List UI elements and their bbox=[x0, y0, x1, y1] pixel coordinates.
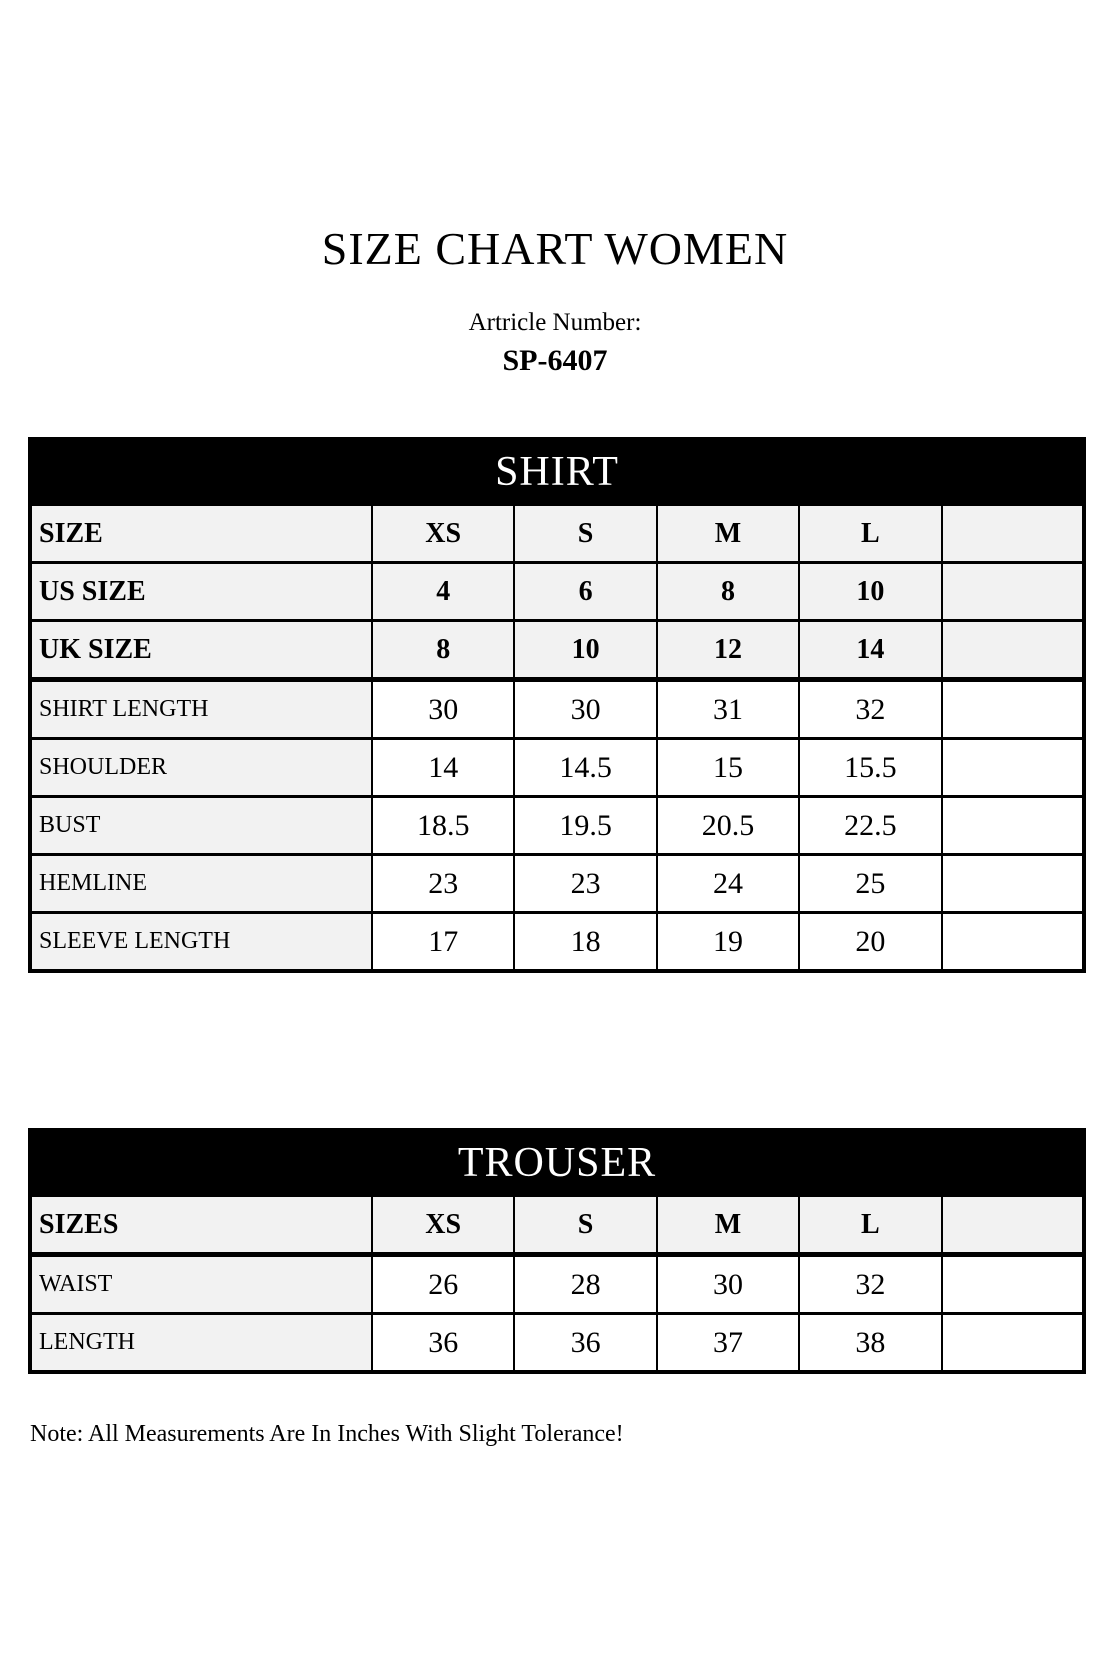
cell-value bbox=[942, 855, 1084, 913]
cell-value: 37 bbox=[657, 1314, 799, 1373]
table-row bbox=[30, 797, 1084, 855]
cell-value: 30 bbox=[372, 680, 514, 739]
cell-value bbox=[942, 1196, 1084, 1255]
table-row bbox=[30, 1314, 1084, 1373]
cell-value bbox=[942, 1255, 1084, 1314]
cell-value: 28 bbox=[514, 1255, 656, 1314]
cell-value: 4 bbox=[372, 563, 514, 621]
cell-value: 17 bbox=[372, 913, 514, 972]
table-row bbox=[30, 1196, 1084, 1255]
cell-value: 8 bbox=[372, 621, 514, 680]
row-label: BUST bbox=[30, 797, 372, 855]
table-row bbox=[30, 680, 1084, 739]
shirt-size-table bbox=[28, 437, 1086, 973]
row-label: SHOULDER bbox=[30, 739, 372, 797]
cell-value bbox=[942, 621, 1084, 680]
row-label: LENGTH bbox=[30, 1314, 372, 1373]
measurements-note: Note: All Measurements Are In Inches With Slight Tolerance! bbox=[30, 1421, 624, 1447]
cell-value: 30 bbox=[514, 680, 656, 739]
cell-value: 19 bbox=[657, 913, 799, 972]
cell-value: 32 bbox=[799, 1255, 941, 1314]
cell-value: 12 bbox=[657, 621, 799, 680]
row-label: SHIRT LENGTH bbox=[30, 680, 372, 739]
cell-value: S bbox=[514, 505, 656, 563]
cell-value: S bbox=[514, 1196, 656, 1255]
table-title: TROUSER bbox=[30, 1130, 1084, 1196]
article-number-label: Artricle Number: bbox=[468, 309, 642, 337]
cell-value: 6 bbox=[514, 563, 656, 621]
table-title: SHIRT bbox=[30, 439, 1084, 505]
cell-value bbox=[942, 1314, 1084, 1373]
table-title-row bbox=[30, 439, 1084, 505]
cell-value: 25 bbox=[799, 855, 941, 913]
cell-value: 22.5 bbox=[799, 797, 941, 855]
cell-value bbox=[942, 505, 1084, 563]
cell-value: 19.5 bbox=[514, 797, 656, 855]
cell-value: XS bbox=[372, 505, 514, 563]
cell-value bbox=[942, 680, 1084, 739]
trouser-size-table bbox=[28, 1128, 1086, 1374]
row-label: WAIST bbox=[30, 1255, 372, 1314]
cell-value: 10 bbox=[799, 563, 941, 621]
table-row bbox=[30, 739, 1084, 797]
cell-value: 8 bbox=[657, 563, 799, 621]
cell-value bbox=[942, 797, 1084, 855]
table-title-row bbox=[30, 1130, 1084, 1196]
table-row bbox=[30, 505, 1084, 563]
row-label: SIZES bbox=[30, 1196, 372, 1255]
table-row bbox=[30, 1255, 1084, 1314]
row-label: UK SIZE bbox=[30, 621, 372, 680]
cell-value: 14 bbox=[799, 621, 941, 680]
cell-value: 20.5 bbox=[657, 797, 799, 855]
cell-value bbox=[942, 563, 1084, 621]
cell-value: 31 bbox=[657, 680, 799, 739]
cell-value: 32 bbox=[799, 680, 941, 739]
row-label: SIZE bbox=[30, 505, 372, 563]
cell-value: 36 bbox=[372, 1314, 514, 1373]
cell-value: 24 bbox=[657, 855, 799, 913]
cell-value: 14 bbox=[372, 739, 514, 797]
cell-value: 38 bbox=[799, 1314, 941, 1373]
cell-value: M bbox=[657, 1196, 799, 1255]
table-row bbox=[30, 621, 1084, 680]
cell-value bbox=[942, 739, 1084, 797]
table-row bbox=[30, 913, 1084, 972]
cell-value: 10 bbox=[514, 621, 656, 680]
row-label: HEMLINE bbox=[30, 855, 372, 913]
table-row bbox=[30, 855, 1084, 913]
cell-value: 18 bbox=[514, 913, 656, 972]
cell-value: 15.5 bbox=[799, 739, 941, 797]
article-number-value: SP-6407 bbox=[502, 343, 608, 377]
cell-value: 18.5 bbox=[372, 797, 514, 855]
cell-value: XS bbox=[372, 1196, 514, 1255]
cell-value: 14.5 bbox=[514, 739, 656, 797]
cell-value: L bbox=[799, 505, 941, 563]
cell-value: 36 bbox=[514, 1314, 656, 1373]
cell-value: 20 bbox=[799, 913, 941, 972]
cell-value: 15 bbox=[657, 739, 799, 797]
cell-value: 23 bbox=[514, 855, 656, 913]
cell-value: M bbox=[657, 505, 799, 563]
cell-value bbox=[942, 913, 1084, 972]
row-label: US SIZE bbox=[30, 563, 372, 621]
page-title: SIZE CHART WOMEN bbox=[321, 223, 789, 274]
row-label: SLEEVE LENGTH bbox=[30, 913, 372, 972]
cell-value: 30 bbox=[657, 1255, 799, 1314]
cell-value: L bbox=[799, 1196, 941, 1255]
cell-value: 23 bbox=[372, 855, 514, 913]
cell-value: 26 bbox=[372, 1255, 514, 1314]
table-row bbox=[30, 563, 1084, 621]
